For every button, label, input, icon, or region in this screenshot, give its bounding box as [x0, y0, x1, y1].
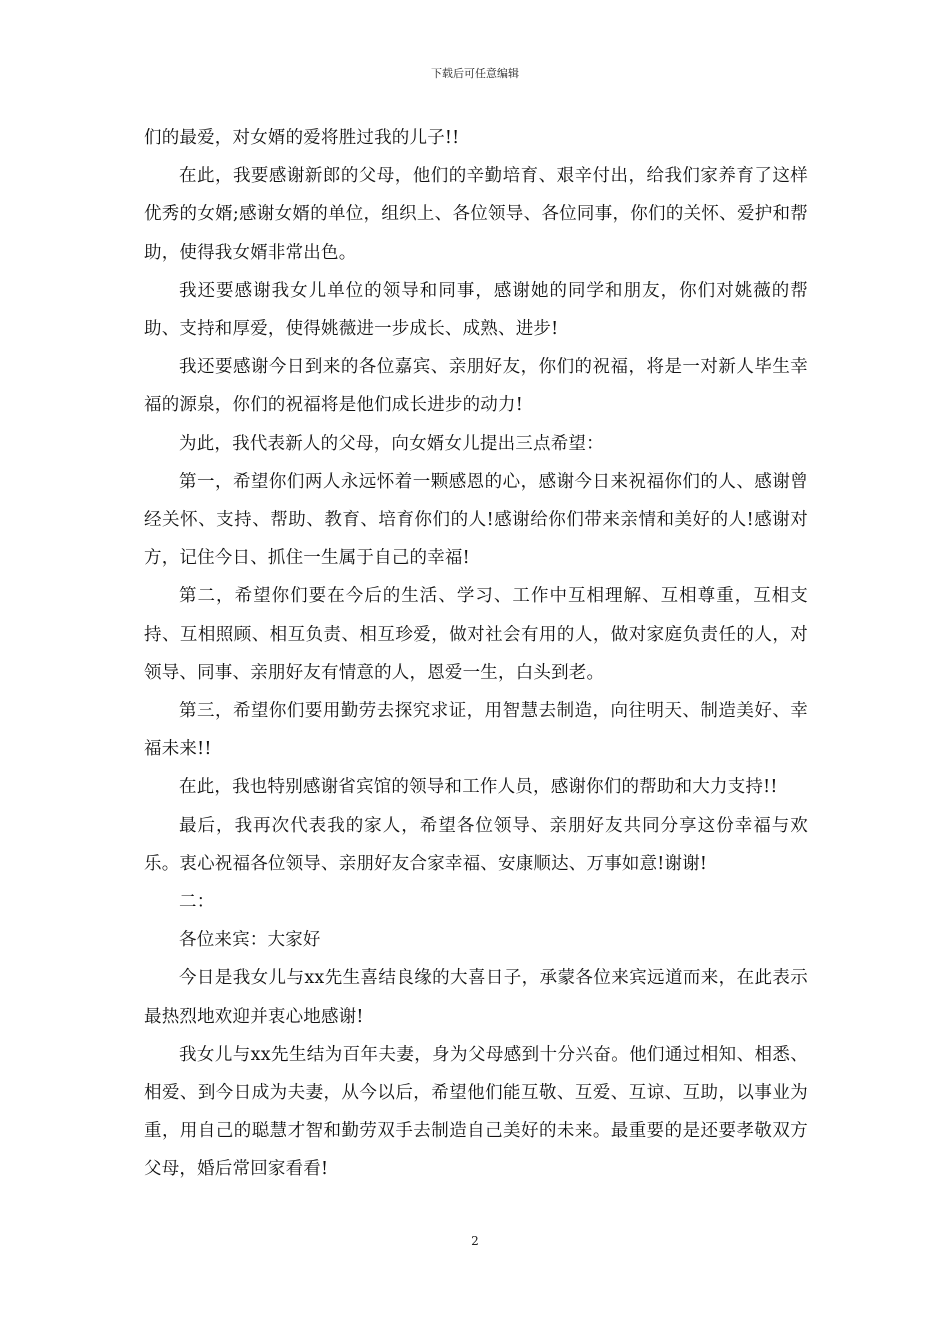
section-heading-two: 二：	[179, 892, 215, 913]
paragraph-greeting: 各位来宾：大家好	[179, 930, 321, 951]
paragraph-hope-first: 第一，希望你们两人永远怀着一颗感恩的心，感谢今日来祝福你们的人、感谢曾经关怀、支持、帮助、教育、培育你们的人!感谢给你们带来亲情和美好的人!感谢对方，记住今日、抓住一生属于自己的幸福!	[144, 471, 808, 569]
paragraph-thank-daughter-colleagues: 我还要感谢我女儿单位的领导和同事，感谢她的同学和朋友，你们对姚薇的帮助、支持和厚爱，使得姚薇进一步成长、成熟、进步!	[144, 280, 808, 340]
paragraph-thank-groom-parents: 在此，我要感谢新郎的父母，他们的辛勤培育、艰辛付出，给我们家养育了这样优秀的女婿;感谢女婿的单位，组织上、各位领导、各位同事，你们的关怀、爱护和帮助，使得我女婿非常出色。	[144, 166, 808, 263]
page-number: 2	[471, 1234, 479, 1248]
paragraph-welcome: 今日是我女儿与xx先生喜结良缘的大喜日子，承蒙各位来宾远道而来，在此表示最热烈地欢迎并衷心地感谢!	[144, 968, 808, 1027]
paragraph-marriage-wishes: 我女儿与xx先生结为百年夫妻，身为父母感到十分兴奋。他们通过相知、相悉、相爱、到今日成为夫妻，从今以后，希望他们能互敬、互爱、互谅、互助，以事业为重，用自己的聪慧才智和勤劳双手去制造自己美好的未来。最重要的是还要孝敬双方父母，婚后常回家看看!	[144, 1044, 808, 1180]
paragraph-thank-hotel: 在此，我也特别感谢省宾馆的领导和工作人员，感谢你们的帮助和大力支持!!	[179, 777, 778, 798]
paragraph-closing: 最后，我再次代表我的家人，希望各位领导、亲朋好友共同分享这份幸福与欢乐。衷心祝福各位领导、亲朋好友合家幸福、安康顺达、万事如意!谢谢!	[144, 815, 808, 874]
page-header: 下载后可任意编辑	[431, 67, 519, 80]
paragraph-thank-guests: 我还要感谢今日到来的各位嘉宾、亲朋好友，你们的祝福，将是一对新人毕生幸福的源泉，你们的祝福将是他们成长进步的动力!	[144, 357, 808, 416]
paragraph-hope-third: 第三，希望你们要用勤劳去探究求证，用智慧去制造，向往明天、制造美好、幸福未来!!	[144, 701, 808, 760]
paragraph-continuation: 们的最爱，对女婿的爱将胜过我的儿子!!	[144, 128, 460, 148]
paragraph-hope-second: 第二，希望你们要在今后的生活、学习、工作中互相理解、互相尊重，互相支持、互相照顾、相互负责、相互珍爱，做对社会有用的人，做对家庭负责任的人，对领导、同事、亲朋好友有情意的人，恩爱一生，白头到老。	[144, 586, 808, 683]
document-body	[144, 119, 808, 1189]
paragraph-three-hopes-intro: 为此，我代表新人的父母，向女婿女儿提出三点希望：	[179, 433, 604, 454]
